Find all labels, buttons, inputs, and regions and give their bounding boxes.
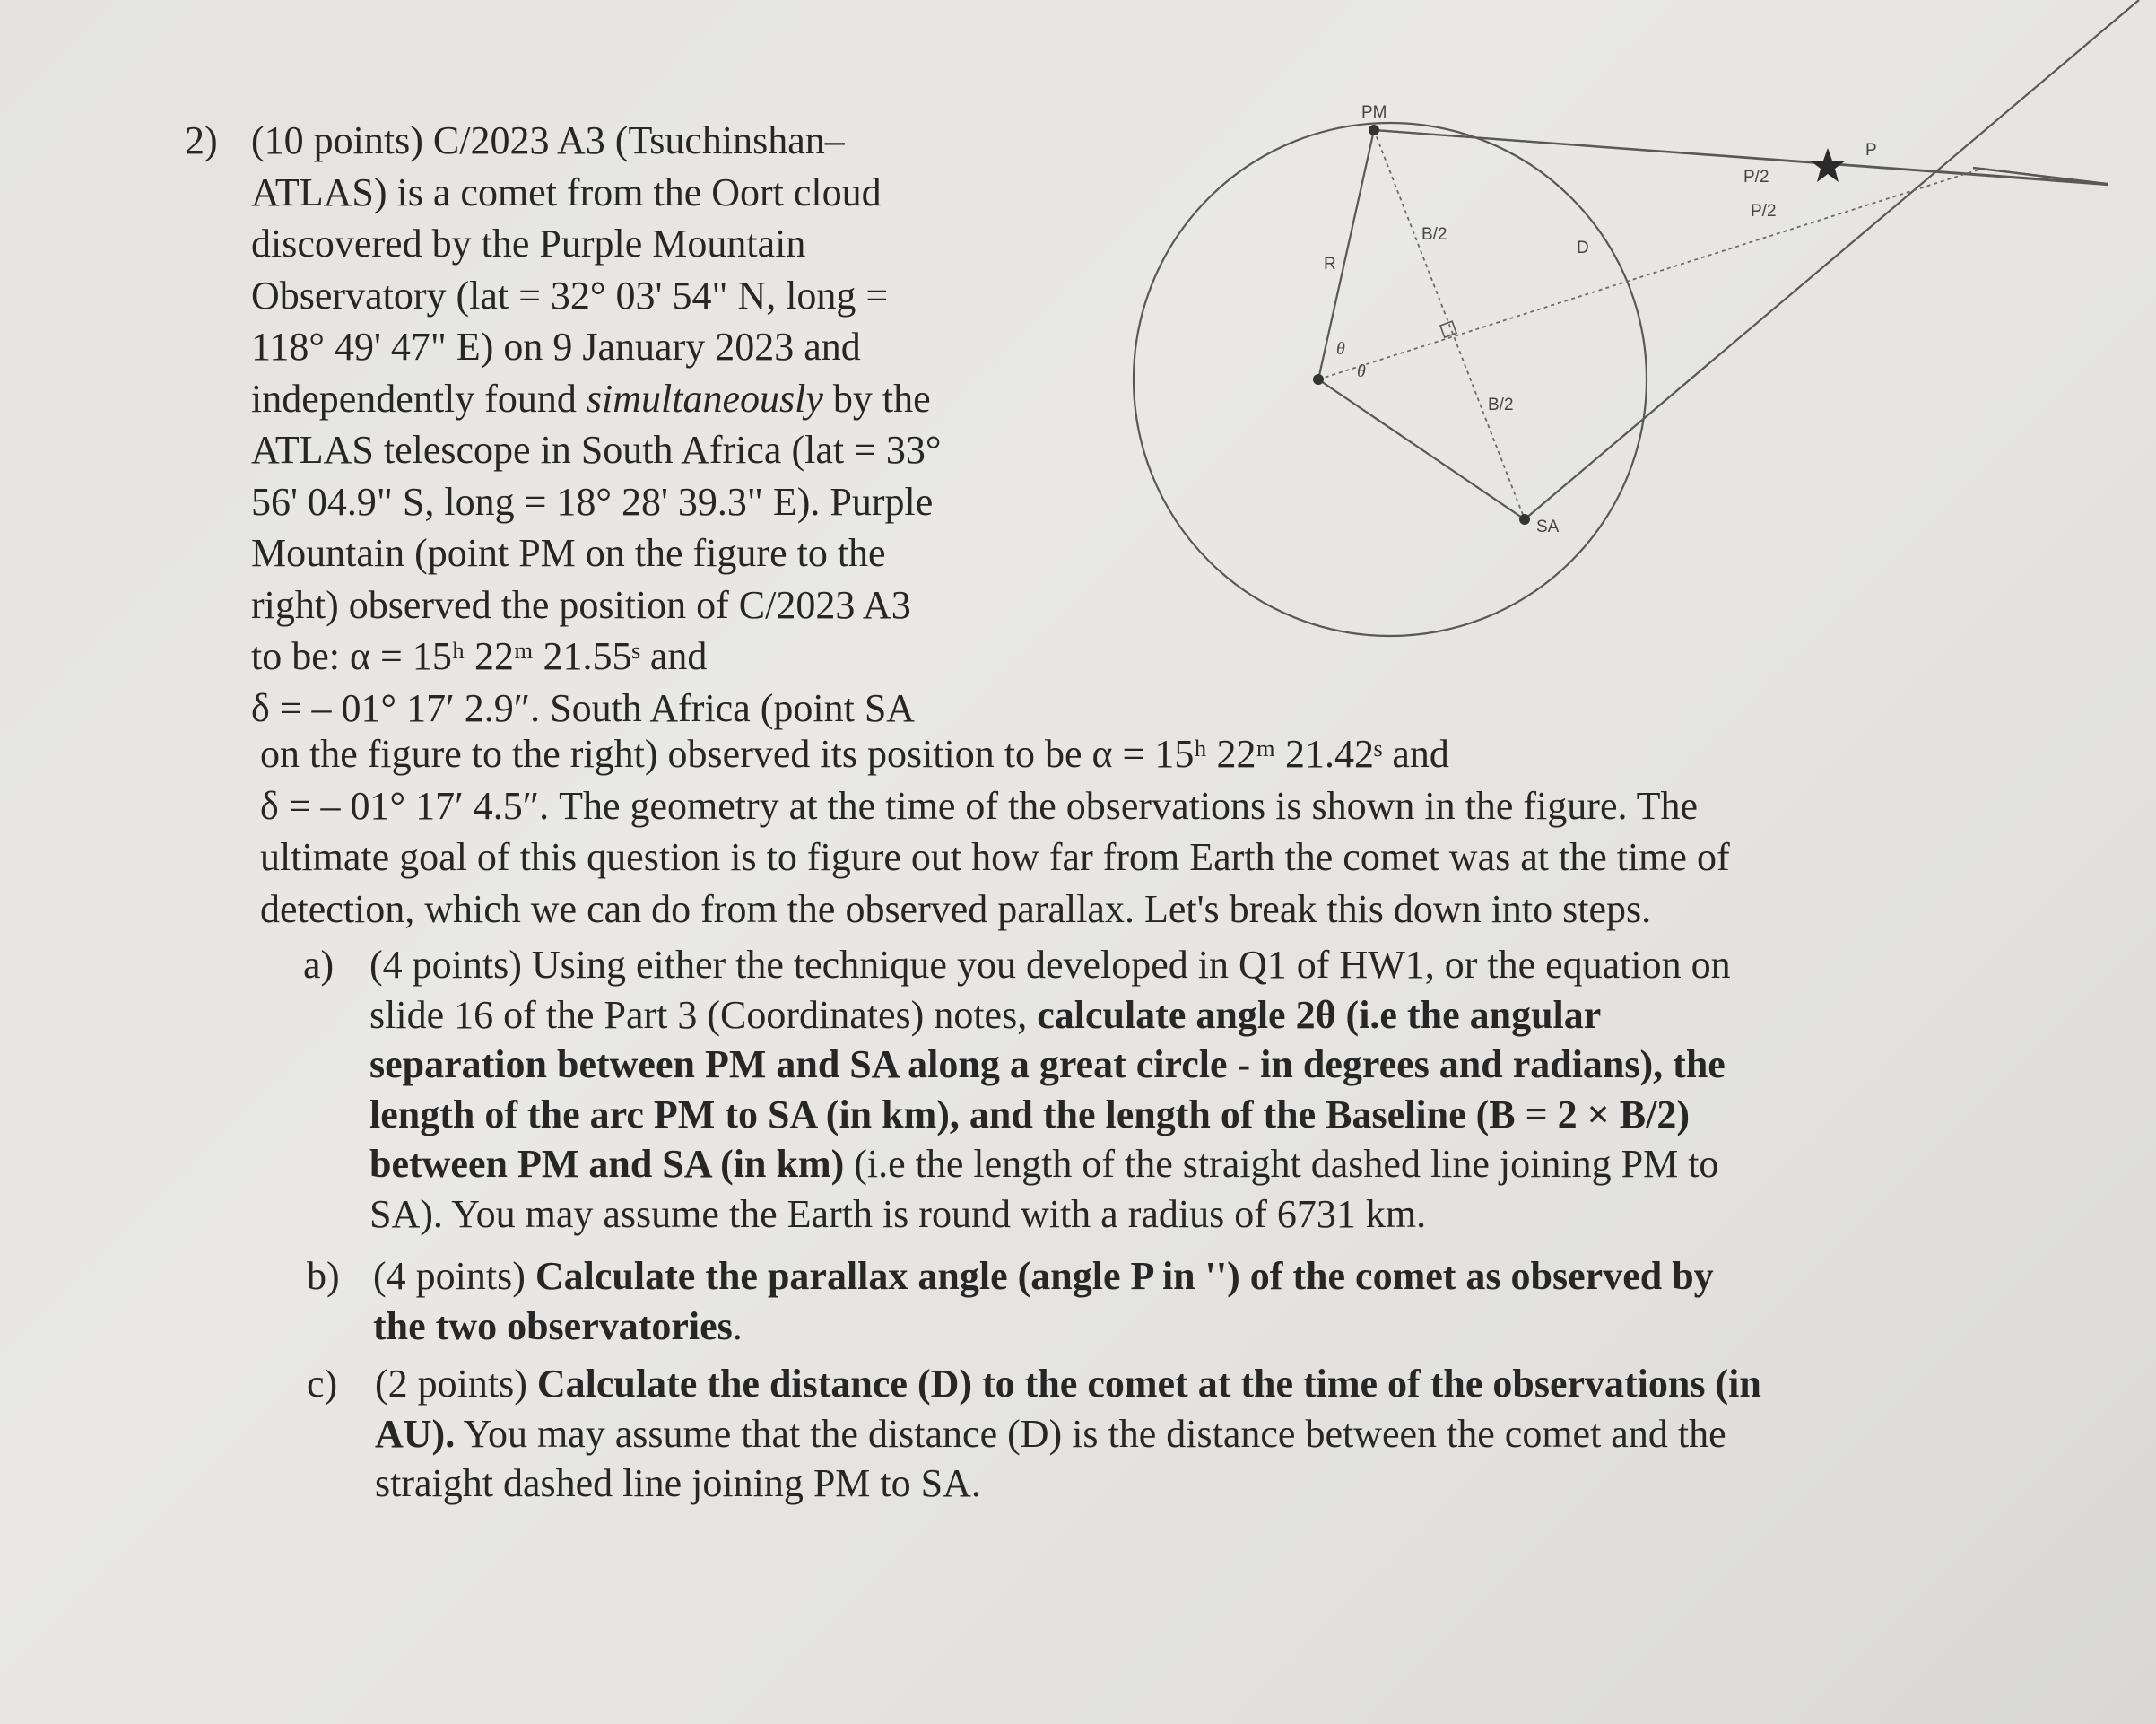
- theta-label-upper: θ: [1336, 339, 1345, 359]
- intro-line-12: δ = – 01° 17′ 2.9″. South Africa (point SA: [251, 685, 916, 730]
- question-number: 2): [185, 118, 218, 162]
- earth-circle: [1134, 123, 1647, 636]
- part-a-line-2-bold: calculate angle 2θ (i.e the angular: [1037, 992, 1602, 1037]
- distance-label: D: [1577, 239, 1589, 257]
- part-b-line-1-plain: (4 points): [373, 1254, 535, 1298]
- right-angle-marker: [1440, 321, 1456, 337]
- part-b-letter: b): [307, 1254, 340, 1298]
- part-c-line-3: straight dashed line joining PM to SA.: [375, 1461, 981, 1505]
- wide-line-1: on the figure to the right) observed its position to be α = 15ʰ 22ᵐ 21.42ˢ and: [260, 732, 1449, 776]
- intro-line-6-a: independently found: [251, 376, 587, 421]
- intro-line-7: ATLAS telescope in South Africa (lat = 33°: [251, 428, 942, 472]
- radius-label: R: [1324, 255, 1336, 274]
- half-baseline-label-bottom: B/2: [1488, 396, 1514, 414]
- part-a-line-2: [369, 990, 1731, 1040]
- intro-line-2: ATLAS) is a comet from the Oort cloud: [251, 170, 882, 214]
- intro-line-3: discovered by the Purple Mountain: [251, 222, 806, 266]
- earth-center-point: [1313, 374, 1324, 385]
- part-c-line-2-bold: AU).: [375, 1411, 456, 1456]
- theta-label-lower: θ: [1357, 361, 1366, 381]
- intro-line-6: [251, 373, 941, 425]
- pm-label: PM: [1361, 103, 1387, 122]
- part-c-line-1-bold: Calculate the distance (D) to the comet at the time of the observations (in: [536, 1362, 1761, 1406]
- part-b-line-2: [373, 1302, 1714, 1352]
- intro-line-4: Observatory (lat = 32° 03' 54" N, long =: [251, 273, 889, 318]
- part-c-line-1: [375, 1359, 1761, 1409]
- parallax-diagram: [1049, 0, 2156, 664]
- part-a-line-4: length of the arc PM to SA (in km), and the length of the Baseline (B = 2 × B/2): [369, 1092, 1690, 1136]
- part-c-line-1-plain: (2 points): [375, 1362, 537, 1406]
- part-a-line-1: (4 points) Using either the technique you developed in Q1 of HW1, or the equation on: [369, 943, 1731, 987]
- part-c-line-2: [375, 1409, 1761, 1459]
- intro-line-8: 56' 04.9" S, long = 18° 28' 39.3" E). Purple: [251, 479, 934, 524]
- part-a-line-5-bold: between PM and SA (in km): [369, 1142, 845, 1186]
- intro-line-9: Mountain (point PM on the figure to the: [251, 531, 886, 575]
- baseline-dashed: [1374, 130, 1525, 519]
- part-c-line-2-plain: You may assume that the distance (D) is the distance between the comet and the: [455, 1411, 1726, 1456]
- question-intro: [251, 115, 941, 734]
- intro-emphasis: simultaneously: [586, 376, 823, 421]
- wide-line-2: δ = – 01° 17′ 4.5″. The geometry at the time of the observations is shown in the figure. The: [260, 783, 1699, 828]
- half-baseline-label-top: B/2: [1421, 225, 1447, 244]
- intro-line-10: right) observed the position of C/2023 A3: [251, 582, 911, 627]
- part-c-text: [375, 1359, 1761, 1509]
- half-parallax-label-1: P/2: [1743, 168, 1769, 187]
- part-a-line-2-plain: slide 16 of the Part 3 (Coordinates) notes,: [369, 992, 1038, 1037]
- part-a-text: [369, 940, 1731, 1239]
- part-a-line-5-plain: (i.e the length of the straight dashed line joining PM to: [844, 1142, 1719, 1186]
- pm-point: [1369, 125, 1379, 135]
- wide-line-4: detection, which we can do from the observed parallax. Let's break this down into steps.: [260, 886, 1652, 931]
- part-b-line-1-bold: Calculate the parallax angle (angle P in '') of the comet as observed by: [535, 1254, 1714, 1298]
- intro-line-1: (10 points) C/2023 A3 (Tsuchinshan–: [251, 118, 845, 162]
- sa-label: SA: [1536, 518, 1560, 536]
- part-a-letter: a): [303, 943, 335, 987]
- intro-line-11: to be: α = 15ʰ 22ᵐ 21.55ˢ and: [251, 634, 708, 678]
- part-b-text: [373, 1251, 1714, 1351]
- wide-line-3: ultimate goal of this question is to figure out how far from Earth the comet was at the time of: [260, 835, 1730, 879]
- sa-point: [1519, 514, 1530, 525]
- part-a-line-5: [369, 1139, 1731, 1189]
- distance-dashed: [1318, 169, 1982, 379]
- part-a-line-6: SA). You may assume the Earth is round with a radius of 6731 km.: [369, 1191, 1427, 1236]
- part-a-line-3: separation between PM and SA along a great circle - in degrees and radians), the: [369, 1042, 1726, 1086]
- intro-line-5: 118° 49' 47" E) on 9 January 2023 and: [251, 325, 861, 369]
- question-continuation: [260, 728, 1730, 935]
- part-b-line-1: [373, 1251, 1714, 1302]
- part-b-line-2-plain: .: [732, 1303, 743, 1348]
- pm-ray-extended: [1374, 130, 2108, 185]
- part-c-letter: c): [307, 1362, 338, 1406]
- half-parallax-label-2: P/2: [1751, 202, 1777, 221]
- part-b-line-2-bold: the two observatories: [373, 1303, 733, 1348]
- parallax-label: P: [1865, 141, 1877, 160]
- intro-line-6-b: by the: [822, 376, 931, 421]
